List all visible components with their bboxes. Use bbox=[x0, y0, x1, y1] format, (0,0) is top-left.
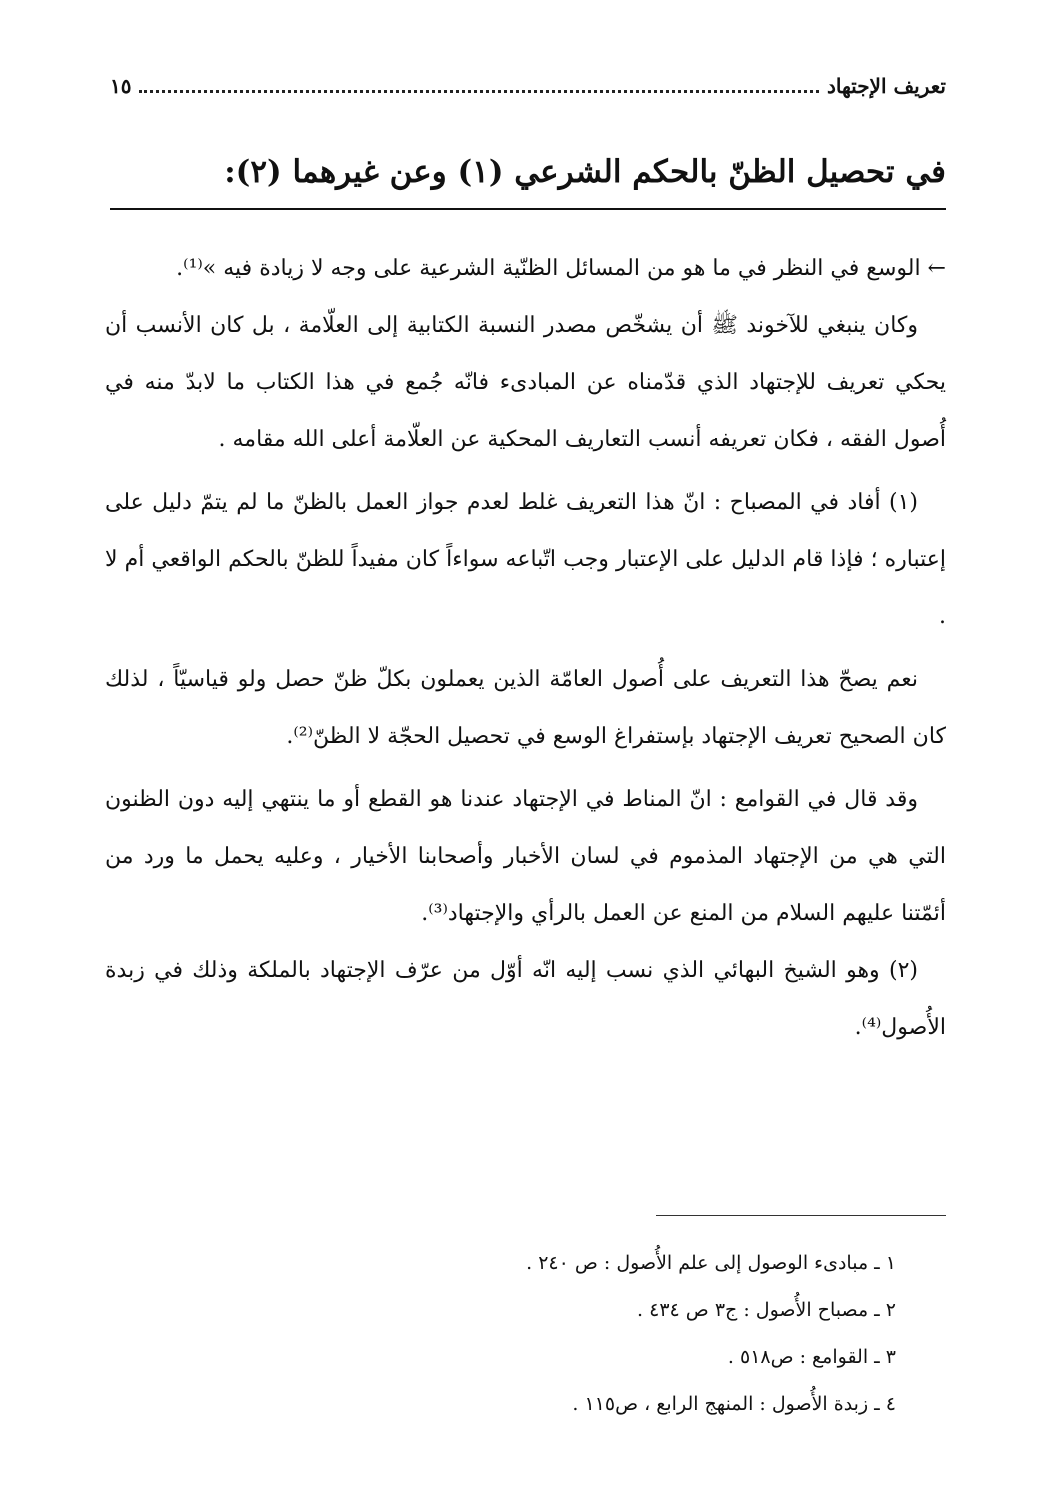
heading-divider bbox=[110, 208, 946, 210]
paragraph: (٢) وهو الشيخ البهائي الذي نسب إليه انّه أوّل من عرّف الإجتهاد بالملكة وذلك في زبدة الأُصول⁽⁴⁾. bbox=[105, 958, 946, 1040]
paragraph: (١) أفاد في المصباح : انّ هذا التعريف غلط لعدم جواز العمل بالظنّ ما لم يتمّ دليل على إعتباره ؛ فإذا قام الدليل على الإعتبار وجب اتّباعه سواءاً كان مفيداً للظنّ بالحكم الواقعي أم لا . bbox=[105, 490, 946, 629]
footnote-divider bbox=[656, 1215, 946, 1216]
footnote-item: ٤ ـ زبدة الأُصول : المنهج الرابع ، ص١١٥ . bbox=[572, 1393, 896, 1415]
paragraph: نعم يصحّ هذا التعريف على أُصول العامّة الذين يعملون بكلّ ظنّ حصل ولو قياسيّاً ، لذلك كان الصحيح تعريف الإجتهاد بإستفراغ الوسع في تحصيل الحجّة لا الظنّ⁽²⁾. bbox=[105, 667, 946, 749]
running-header bbox=[110, 72, 946, 102]
paragraph: وقد قال في القوامع : انّ المناط في الإجتهاد عندنا هو القطع أو ما ينتهي إليه دون الظنون التي هي من الإجتهاد المذموم في لسان الأخبار وأصحابنا الأخيار ، وعليه يحمل ما ورد من أئمّتنا عليهم السلام من المنع عن العمل بالرأي والإجتهاد⁽³⁾. bbox=[105, 787, 946, 926]
footnote-item: ١ ـ مبادىء الوصول إلى علم الأُصول : ص ٢٤٠ . bbox=[526, 1252, 896, 1274]
running-title: تعريف الإجتهاد bbox=[826, 74, 946, 98]
footnote-item: ٣ ـ القوامع : ص٥١٨ . bbox=[727, 1346, 896, 1368]
section-heading: في تحصيل الظنّ بالحكم الشرعي (١) وعن غيرهما (٢): bbox=[224, 154, 946, 190]
dotted-leader bbox=[139, 72, 818, 93]
paragraph: وكان ينبغي للآخوند ﷺ أن يشخّص مصدر النسبة الكتابية إلى العلّامة ، بل كان الأنسب أن يحكي تعريف للإجتهاد الذي قدّمناه عن المبادىء فانّه جُمع في هذا الكتاب ما لابدّ منه في أُصول الفقه ، فكان تعريفه أنسب التعاريف المحكية عن العلّامة أعلى الله مقامه . bbox=[105, 313, 946, 452]
page-number: ١٥ bbox=[110, 74, 132, 98]
footnote-item: ٢ ـ مصباح الأُصول : ج٣ ص ٤٣٤ . bbox=[637, 1299, 896, 1321]
footnotes bbox=[105, 1240, 896, 1428]
paragraph: ← الوسع في النظر في ما هو من المسائل الظنّية الشرعية على وجه لا زيادة فيه »⁽¹⁾. bbox=[176, 256, 946, 281]
body-text bbox=[105, 240, 946, 1056]
